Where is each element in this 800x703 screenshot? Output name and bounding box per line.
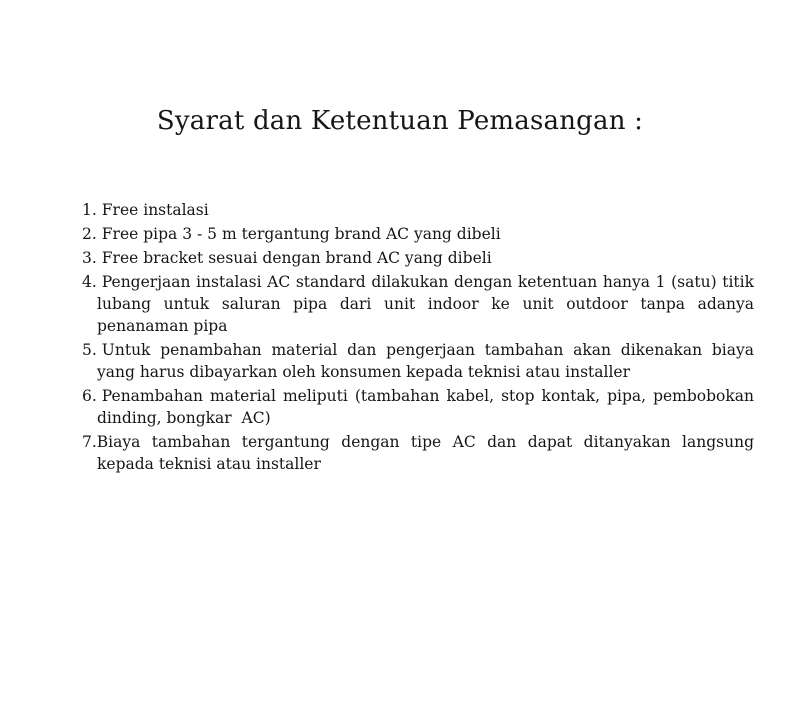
- item-text: Pengerjaan instalasi AC standard dilakukan dengan ketentuan hanya 1 (satu) titik lubang untuk saluran pipa dari unit indoor ke unit outdoor tanpa adanya penanaman pipa: [97, 273, 759, 335]
- list-item: [82, 431, 759, 475]
- item-text: Penambahan material meliputi (tambahan kabel, stop kontak, pipa, pembobokan dinding, bongkar AC): [97, 387, 759, 427]
- item-marker: 6.: [82, 387, 97, 405]
- list-item: [82, 223, 754, 245]
- item-marker: 5.: [82, 341, 97, 359]
- list-item: [82, 199, 754, 221]
- terms-list: [82, 199, 759, 475]
- list-item: [82, 385, 759, 429]
- item-text: Free bracket sesuai dengan brand AC yang dibeli: [101, 249, 492, 267]
- item-text: Free pipa 3 - 5 m tergantung brand AC yang dibeli: [101, 225, 501, 243]
- item-marker: 1.: [82, 201, 97, 219]
- item-text: Untuk penambahan material dan pengerjaan tambahan akan dikenakan biaya yang harus dibayarkan oleh konsumen kepada teknisi atau installer: [97, 341, 759, 381]
- list-item: [82, 271, 759, 337]
- page-title: Syarat dan Ketentuan Pemasangan :: [156, 106, 644, 136]
- list-item: [82, 247, 754, 269]
- list-item: [82, 339, 759, 383]
- item-marker: 3.: [82, 249, 97, 267]
- item-marker: 7.: [82, 433, 97, 451]
- item-text: Biaya tambahan tergantung dengan tipe AC dan dapat ditanyakan langsung kepada teknisi atau installer: [96, 433, 759, 473]
- document-page: [0, 103, 800, 703]
- item-text: Free instalasi: [101, 201, 209, 219]
- item-marker: 2.: [82, 225, 97, 243]
- item-marker: 4.: [82, 273, 97, 291]
